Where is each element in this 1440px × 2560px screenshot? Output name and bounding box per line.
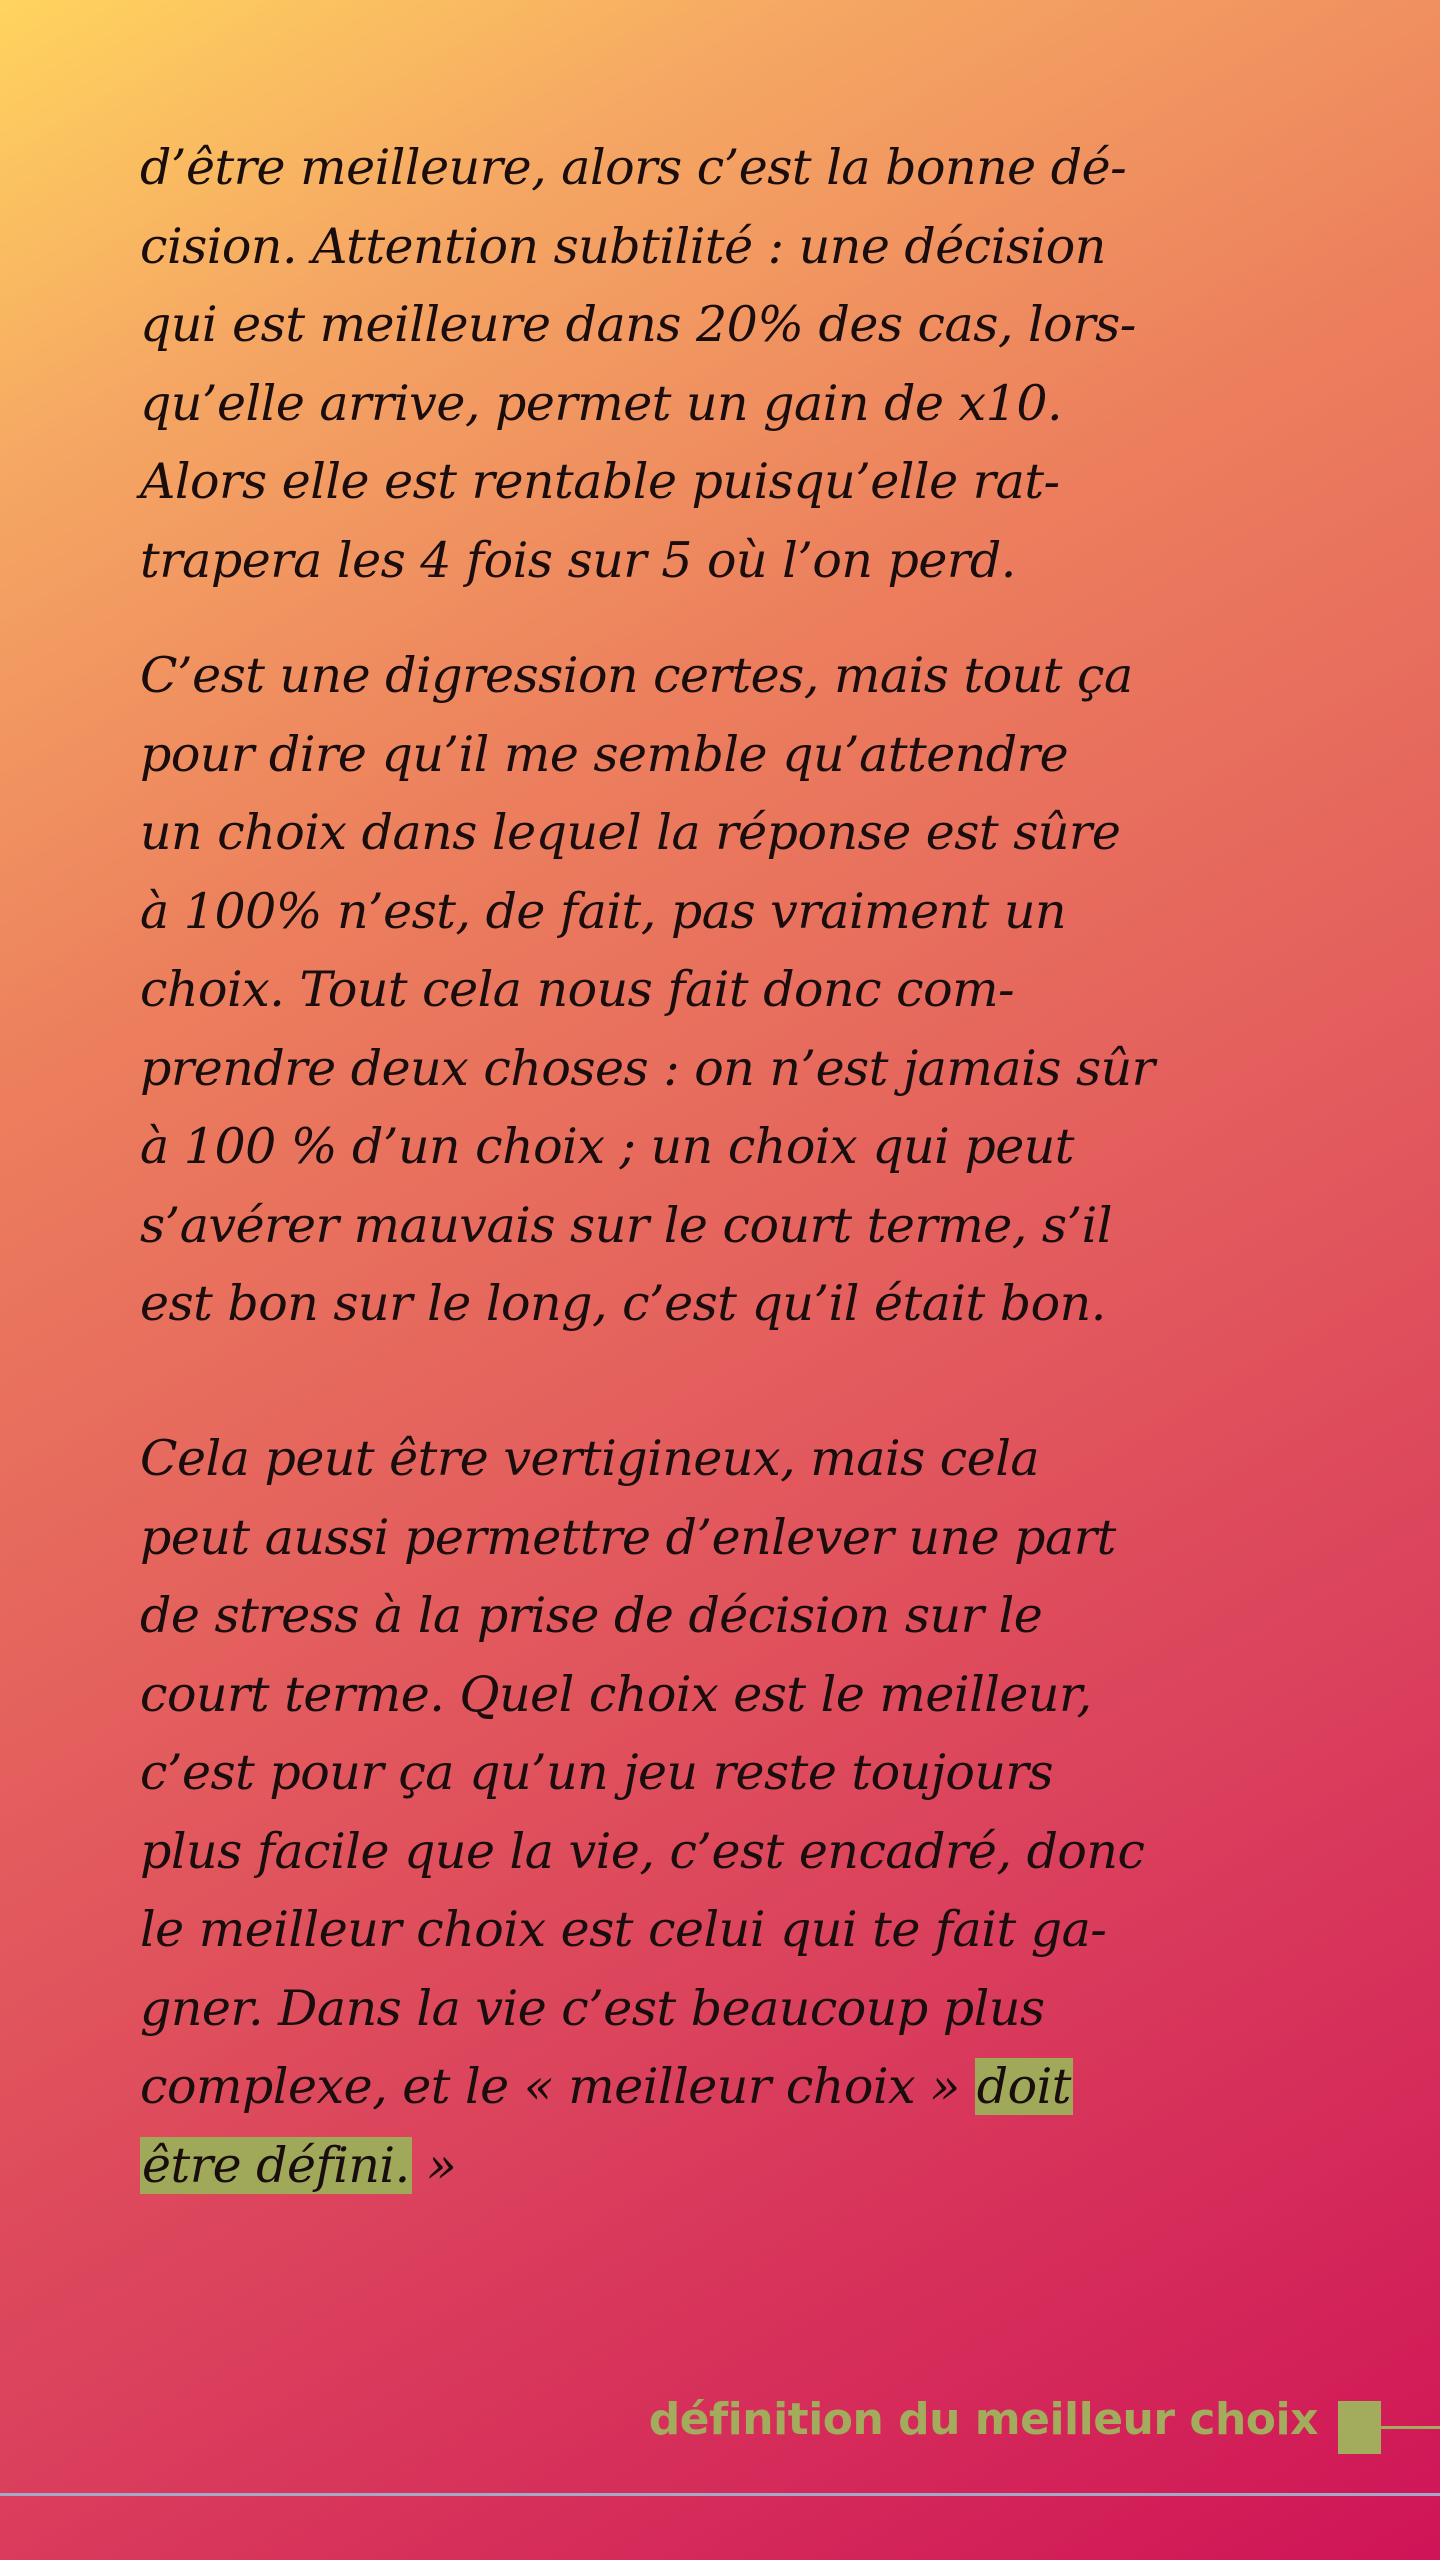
text-line: C’est une digression certes, mais tout ça <box>140 647 1133 704</box>
text-line: peut aussi permettre d’enlever une part <box>140 1508 1116 1566</box>
text-line: prendre deux choses : on n’est jamais sûr <box>140 1039 1155 1097</box>
text-line: à 100% n’est, de fait, pas vraiment un <box>140 882 1067 940</box>
text-line: gner. Dans la vie c’est beaucoup plus <box>140 1979 1045 2037</box>
text-line: c’est pour ça qu’un jeu reste toujours <box>140 1744 1054 1801</box>
text-line <box>140 2048 1290 2127</box>
text-line: un choix dans lequel la réponse est sûre <box>140 804 1121 861</box>
paragraph-1 <box>140 129 1290 600</box>
text-line: qui est meilleure dans 20% des cas, lors- <box>140 296 1136 353</box>
highlighted-text: doit <box>976 2058 1071 2115</box>
text-line: d’être meilleure, alors c’est la bonne dé- <box>140 139 1127 196</box>
text-line: Cela peut être vertigineux, mais cela <box>140 1430 1040 1487</box>
text-line: est bon sur le long, c’est qu’il était bon. <box>140 1275 1106 1332</box>
text-line <box>140 2127 1290 2206</box>
text-segment: complexe, et le « meilleur choix » <box>140 2058 975 2115</box>
section-marker-square <box>1338 2401 1381 2454</box>
paragraph-3 <box>140 1420 1290 2205</box>
highlighted-text: être défini. <box>142 2136 410 2194</box>
text-line: choix. Tout cela nous fait donc com- <box>140 961 1015 1018</box>
text-line: court terme. Quel choix est le meilleur, <box>140 1665 1092 1723</box>
footer-divider <box>0 2493 1440 2496</box>
text-line: cision. Attention subtilité : une décision <box>140 217 1106 275</box>
text-line: pour dire qu’il me semble qu’attendre <box>140 725 1069 783</box>
text-segment: » <box>411 2136 457 2194</box>
text-line: plus facile que la vie, c’est encadré, donc <box>140 1822 1145 1880</box>
text-line: s’avérer mauvais sur le court terme, s’il <box>140 1196 1112 1254</box>
paragraph-2 <box>140 637 1290 1344</box>
text-line: de stress à la prise de décision sur le <box>140 1587 1043 1644</box>
text-line: Alors elle est rentable puisqu’elle rat- <box>140 453 1060 510</box>
section-label: définition du meilleur choix <box>648 2394 1318 2445</box>
text-line: à 100 % d’un choix ; un choix qui peut <box>140 1118 1074 1175</box>
text-line: trapera les 4 fois sur 5 où l’on perd. <box>140 531 1016 589</box>
text-line: le meilleur choix est celui qui te fait ga- <box>140 1901 1107 1958</box>
section-marker-line <box>1381 2426 1440 2429</box>
text-line: qu’elle arrive, permet un gain de x10. <box>140 374 1063 432</box>
